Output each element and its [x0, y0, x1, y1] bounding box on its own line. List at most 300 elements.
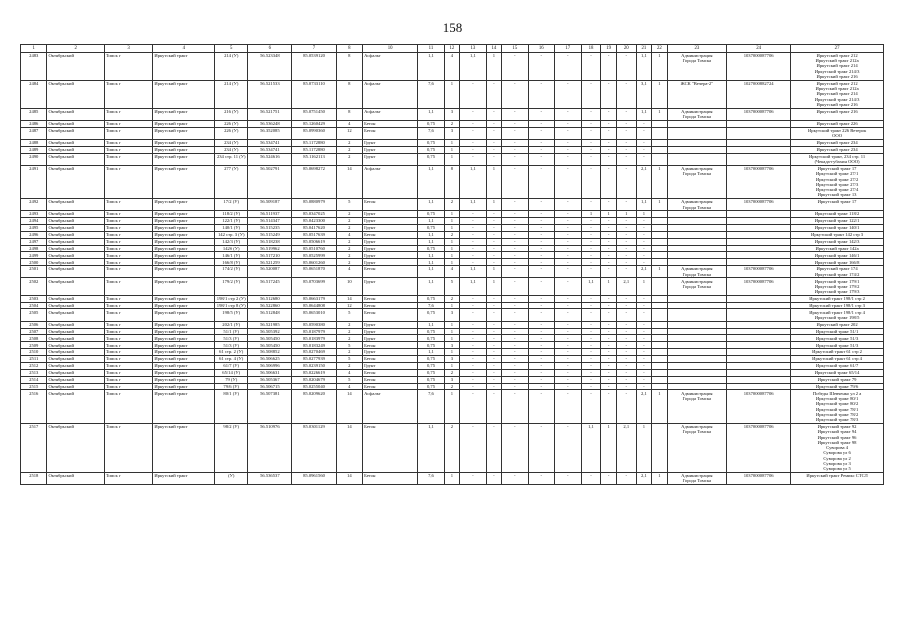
cell-f12: 3 [444, 376, 459, 383]
cell-f10: Грунт [363, 224, 418, 231]
cell-f14: - [486, 302, 501, 309]
cell-f19: - [601, 369, 616, 376]
cell-dist: Октябрьский [47, 231, 104, 238]
column-header: 5 [215, 45, 248, 53]
cell-f8: 14 [336, 390, 362, 423]
cell-line: Иркутский тракт 212 [816, 52, 858, 58]
cell-lat: 56.505367 [248, 376, 292, 383]
cell-house: 234 (У) [215, 146, 248, 153]
cell-f24 [727, 153, 791, 165]
column-header: 23 [667, 45, 727, 53]
cell-f19: 1 [601, 211, 616, 218]
cell-dist: Октябрьский [47, 252, 104, 259]
cell-f13: - [460, 390, 486, 423]
cell-f20: - [616, 165, 636, 198]
cell-f19: - [601, 108, 616, 120]
cell-city: Томск г [104, 127, 153, 139]
cell-f16: - [528, 165, 554, 198]
cell-f13: - [460, 328, 486, 335]
cell-f17: - [555, 127, 581, 139]
cell-line: Суворова ул 6 [823, 450, 851, 456]
cell-f13: 1,1 [460, 52, 486, 80]
cell-f12: 1 [444, 218, 459, 225]
cell-house: 79 (У) [215, 376, 248, 383]
cell-f15: - [502, 198, 528, 210]
cell-f24 [727, 259, 791, 266]
cell-f23 [667, 342, 727, 349]
cell-f18: - [581, 224, 601, 231]
cell-f24 [727, 238, 791, 245]
cell-f17: - [555, 342, 581, 349]
cell-line: Иркутский тракт 94 [817, 429, 857, 435]
table-row [21, 153, 884, 165]
cell-f14: 1 [486, 266, 501, 278]
cell-dist: Октябрьский [47, 328, 104, 335]
cell-f23 [667, 80, 727, 108]
cell-f23 [667, 198, 727, 210]
cell-f19: - [601, 139, 616, 146]
cell-f20: - [616, 309, 636, 321]
cell-f24: 1037000087706 [727, 423, 791, 472]
cell-lon: 85.0270469 [292, 349, 336, 356]
cell-f13: - [460, 218, 486, 225]
cell-f16: - [528, 218, 554, 225]
cell-line: Иркутский тракт 174/2 [814, 271, 860, 277]
cell-f16: - [528, 231, 554, 238]
cell-f19: - [601, 342, 616, 349]
cell-house: 198/1 стр 8 (У) [215, 302, 248, 309]
cell-f21: - [636, 218, 651, 225]
cell-f19: - [601, 328, 616, 335]
cell-house: 174/2 (У) [215, 266, 248, 278]
cell-lat: 56.521259 [248, 259, 292, 266]
cell-f14: - [486, 139, 501, 146]
cell-f27 [791, 231, 884, 238]
table-row [21, 376, 884, 383]
cell-line: Иркутский тракт 13 [817, 192, 857, 198]
cell-f8: 2 [336, 238, 362, 245]
cell-f23 [667, 218, 727, 225]
cell-line: Иркутский тракт 166/8 [814, 259, 860, 265]
cell-f17: - [555, 356, 581, 363]
cell-line: Иркутский тракт 226 [816, 121, 858, 127]
cell-f18: - [581, 238, 601, 245]
cell-line: Города Томска [682, 114, 712, 120]
cell-n: 2497 [21, 238, 47, 245]
cell-f20: - [616, 383, 636, 390]
cell-f18: - [581, 259, 601, 266]
cell-f14: - [486, 120, 501, 127]
cell-f15: - [502, 302, 528, 309]
cell-house: 65/14 (У) [215, 369, 248, 376]
cell-f20: - [616, 356, 636, 363]
cell-f19: - [601, 356, 616, 363]
cell-lon: 85.1172880 [292, 146, 336, 153]
cell-f24 [727, 335, 791, 342]
cell-house: 214 (У) [215, 52, 248, 80]
cell-f21: - [636, 309, 651, 321]
table-row [21, 342, 884, 349]
cell-lat: 56.512848 [248, 309, 292, 321]
cell-f11: 0,75 [418, 224, 444, 231]
cell-lon: 85.0663179 [292, 295, 336, 302]
cell-n: 2501 [21, 266, 47, 278]
cell-f20: - [616, 321, 636, 328]
cell-lat: 56.505450 [248, 342, 292, 349]
cell-f14: - [486, 80, 501, 108]
cell-f21: - [636, 295, 651, 302]
cell-dist: Октябрьский [47, 423, 104, 472]
cell-street: Иркутский тракт [153, 165, 215, 198]
cell-dist: Октябрьский [47, 238, 104, 245]
cell-f21: - [636, 139, 651, 146]
cell-f17: - [555, 309, 581, 321]
cell-f12: 8 [444, 165, 459, 198]
cell-f22: 1 [652, 198, 667, 210]
cell-city: Томск г [104, 349, 153, 356]
cell-f11: 0,75 [418, 328, 444, 335]
cell-f23 [667, 278, 727, 295]
cell-f27 [791, 139, 884, 146]
cell-f18: - [581, 376, 601, 383]
cell-f21: - [636, 328, 651, 335]
cell-f19: - [601, 252, 616, 259]
cell-f20: 1 [616, 211, 636, 218]
cell-f21: - [636, 146, 651, 153]
cell-n: 2506 [21, 321, 47, 328]
cell-f23 [667, 245, 727, 252]
cell-n: 2490 [21, 153, 47, 165]
cell-f8: 2 [336, 321, 362, 328]
cell-f8: 5 [336, 356, 362, 363]
cell-f22 [652, 153, 667, 165]
cell-lat: 56.536248 [248, 120, 292, 127]
cell-f15: - [502, 80, 528, 108]
cell-f10: Грунт [363, 328, 418, 335]
cell-lon: 85.0525999 [292, 252, 336, 259]
cell-f17: - [555, 238, 581, 245]
cell-f14: - [486, 376, 501, 383]
cell-f17: - [555, 146, 581, 153]
cell-f19: - [601, 266, 616, 278]
cell-house: 140/1 (У) [215, 224, 248, 231]
cell-f24 [727, 218, 791, 225]
cell-f21: - [636, 342, 651, 349]
cell-street: Иркутский тракт [153, 342, 215, 349]
cell-f27 [791, 108, 884, 120]
cell-f16: - [528, 238, 554, 245]
cell-n: 2513 [21, 369, 47, 376]
cell-line: Иркутский тракт 214/3 [814, 96, 860, 102]
cell-f27 [791, 309, 884, 321]
cell-n: 2504 [21, 302, 47, 309]
column-header: 13 [460, 45, 486, 53]
cell-f17: - [555, 139, 581, 146]
cell-lon: 85.0751450 [292, 108, 336, 120]
cell-f11: 1,1 [418, 259, 444, 266]
cell-f14: - [486, 335, 501, 342]
cell-n: 2500 [21, 259, 47, 266]
cell-f8: 2 [336, 139, 362, 146]
cell-f10: Асфальт [363, 52, 418, 80]
cell-f8: 2 [336, 218, 362, 225]
cell-n: 2511 [21, 356, 47, 363]
cell-f15: - [502, 390, 528, 423]
cell-house: 179/2 (У) [215, 278, 248, 295]
cell-f14: 1 [486, 165, 501, 198]
cell-f12: 1 [444, 252, 459, 259]
cell-f24 [727, 376, 791, 383]
cell-f17: - [555, 252, 581, 259]
cell-lat: 56.524616 [248, 153, 292, 165]
cell-street: Иркутский тракт [153, 231, 215, 238]
cell-f24 [727, 139, 791, 146]
cell-f13: - [460, 238, 486, 245]
cell-f20: - [616, 231, 636, 238]
cell-lat: 56.505450 [248, 335, 292, 342]
cell-f22 [652, 120, 667, 127]
cell-f8: 2 [336, 335, 362, 342]
cell-house: 118/2 (У) [215, 211, 248, 218]
cell-n: 2509 [21, 342, 47, 349]
cell-line: Иркутский тракт 179/2 [814, 283, 860, 289]
cell-street: Иркутский тракт [153, 349, 215, 356]
cell-house: 51/3 (У) [215, 342, 248, 349]
cell-f27 [791, 245, 884, 252]
cell-dist: Октябрьский [47, 108, 104, 120]
cell-f16: - [528, 52, 554, 80]
cell-f27 [791, 238, 884, 245]
cell-f8: 14 [336, 423, 362, 472]
cell-street: Иркутский тракт [153, 335, 215, 342]
cell-dist: Октябрьский [47, 356, 104, 363]
cell-f11: 1,1 [418, 321, 444, 328]
cell-f10: Бетон [363, 356, 418, 363]
cell-f17: - [555, 349, 581, 356]
cell-line: Администрация [681, 199, 713, 205]
cell-f22 [652, 278, 667, 295]
cell-dist: Октябрьский [47, 302, 104, 309]
cell-f24: 1037000087706 [727, 266, 791, 278]
cell-f18: - [581, 245, 601, 252]
cell-f23 [667, 390, 727, 423]
cell-street: Иркутский тракт [153, 120, 215, 127]
cell-line: Иркутский тракт 79/6 [815, 383, 859, 389]
cell-f11: 1,1 [418, 238, 444, 245]
cell-n: 2510 [21, 349, 47, 356]
cell-f23 [667, 231, 727, 238]
cell-lat: 56.511937 [248, 211, 292, 218]
table-row [21, 369, 884, 376]
cell-f11: 0,75 [418, 295, 444, 302]
cell-f27 [791, 390, 884, 423]
cell-f10: Бетон [363, 342, 418, 349]
cell-lat: 56.521985 [248, 321, 292, 328]
cell-dist: Октябрьский [47, 472, 104, 484]
cell-f12: 2 [444, 369, 459, 376]
cell-f14: - [486, 342, 501, 349]
cell-f14: - [486, 362, 501, 369]
cell-f14: - [486, 224, 501, 231]
cell-f21: - [636, 321, 651, 328]
cell-f15: - [502, 120, 528, 127]
cell-f15: - [502, 369, 528, 376]
cell-f12: 3 [444, 309, 459, 321]
table-row [21, 224, 884, 231]
cell-n: 2494 [21, 218, 47, 225]
cell-line: Города Томска [682, 204, 712, 210]
cell-n: 2495 [21, 224, 47, 231]
cell-lon: 85.0601260 [292, 259, 336, 266]
cell-n: 2484 [21, 80, 47, 108]
cell-line: Иркутский тракт, 234 стр. 11 [808, 153, 866, 159]
table-row [21, 472, 884, 484]
cell-f27 [791, 153, 884, 165]
cell-f15: - [502, 295, 528, 302]
cell-city: Томск г [104, 153, 153, 165]
cell-f19: - [601, 238, 616, 245]
cell-f17: - [555, 302, 581, 309]
table-row [21, 383, 884, 390]
cell-f8: 5 [336, 342, 362, 349]
cell-f16: - [528, 245, 554, 252]
cell-f27 [791, 349, 884, 356]
cell-lat: 56.352085 [248, 127, 292, 139]
cell-f20: - [616, 218, 636, 225]
cell-f24 [727, 349, 791, 356]
cell-f17: - [555, 245, 581, 252]
cell-city: Томск г [104, 224, 153, 231]
cell-f16: - [528, 259, 554, 266]
cell-f18: - [581, 472, 601, 484]
cell-f19: - [601, 146, 616, 153]
cell-f13: - [460, 231, 486, 238]
cell-f11: 7,6 [418, 302, 444, 309]
cell-line: Иркутский тракт 27/4 [815, 187, 859, 193]
cell-house: 142б (У) [215, 245, 248, 252]
cell-street: Иркутский тракт [153, 211, 215, 218]
cell-f8: 2 [336, 362, 362, 369]
cell-street: Иркутский тракт [153, 369, 215, 376]
cell-f16: - [528, 127, 554, 139]
header-row [21, 45, 884, 53]
column-header: 19 [601, 45, 616, 53]
cell-f27 [791, 423, 884, 472]
table-row [21, 321, 884, 328]
cell-f13: 1,1 [460, 266, 486, 278]
cell-f13: - [460, 369, 486, 376]
cell-f21: - [636, 259, 651, 266]
cell-house: 277 (У) [215, 165, 248, 198]
cell-city: Томск г [104, 245, 153, 252]
cell-lon: 85.0653010 [292, 309, 336, 321]
cell-line: Иркутский тракт 51/3 [815, 335, 859, 341]
cell-f19: - [601, 245, 616, 252]
cell-f8: 12 [336, 302, 362, 309]
cell-f16: - [528, 369, 554, 376]
cell-f22 [652, 342, 667, 349]
cell-city: Томск г [104, 211, 153, 218]
cell-f10: Асфальт [363, 108, 418, 120]
cell-lon: 85.0703699 [292, 278, 336, 295]
cell-f18: - [581, 198, 601, 210]
column-header: 11 [418, 45, 444, 53]
cell-f16: - [528, 108, 554, 120]
cell-f14: - [486, 383, 501, 390]
cell-line: Иркутский тракт 216 [816, 74, 858, 80]
cell-f22 [652, 238, 667, 245]
cell-f27 [791, 80, 884, 108]
cell-f27 [791, 362, 884, 369]
cell-dist: Октябрьский [47, 153, 104, 165]
cell-f24 [727, 127, 791, 139]
cell-f12: 1 [444, 321, 459, 328]
cell-f19: 1 [601, 423, 616, 472]
cell-f13: - [460, 342, 486, 349]
cell-f17: - [555, 423, 581, 472]
cell-f22: 1 [652, 390, 667, 423]
column-header: 27 [791, 45, 884, 53]
cell-f27 [791, 472, 884, 484]
cell-f14: 1 [486, 278, 501, 295]
cell-f13: - [460, 127, 486, 139]
cell-f10: Бетон [363, 127, 418, 139]
cell-f27 [791, 266, 884, 278]
cell-city: Томск г [104, 146, 153, 153]
cell-line: Города Томска [682, 171, 712, 177]
cell-f23 [667, 153, 727, 165]
cell-f19: 1 [601, 278, 616, 295]
cell-f22 [652, 423, 667, 472]
cell-f14: - [486, 390, 501, 423]
cell-f23 [667, 472, 727, 484]
cell-f12: 1 [444, 224, 459, 231]
cell-f18: - [581, 80, 601, 108]
cell-lon: 85.0698272 [292, 165, 336, 198]
cell-f15: - [502, 108, 528, 120]
cell-street: Иркутский тракт [153, 295, 215, 302]
cell-house: 234 стр. 11 (У) [215, 153, 248, 165]
cell-house: 98/2 (У) [215, 423, 248, 472]
cell-f14: - [486, 252, 501, 259]
table-row [21, 302, 884, 309]
cell-dist: Октябрьский [47, 376, 104, 383]
cell-f24 [727, 369, 791, 376]
cell-f8: 4 [336, 266, 362, 278]
cell-f18: 1,1 [581, 278, 601, 295]
cell-f12: 1 [444, 328, 459, 335]
cell-f23 [667, 139, 727, 146]
table-row [21, 423, 884, 472]
table-row [21, 80, 884, 108]
cell-f8: 2 [336, 328, 362, 335]
cell-house: (У) [215, 472, 248, 484]
cell-f24 [727, 120, 791, 127]
cell-lat: 56.505392 [248, 328, 292, 335]
cell-f14: - [486, 349, 501, 356]
cell-street: Иркутский тракт [153, 245, 215, 252]
cell-f12: 1 [444, 146, 459, 153]
cell-house: 61 стр. 4 (У) [215, 356, 248, 363]
cell-f12: 3 [444, 127, 459, 139]
cell-house: 142 стр. 3 (У) [215, 231, 248, 238]
cell-line: Администрация [681, 266, 713, 272]
cell-f24 [727, 295, 791, 302]
cell-f27 [791, 295, 884, 302]
column-header: 12 [444, 45, 459, 53]
cell-lat: 56.523348 [248, 52, 292, 80]
cell-f16: - [528, 224, 554, 231]
